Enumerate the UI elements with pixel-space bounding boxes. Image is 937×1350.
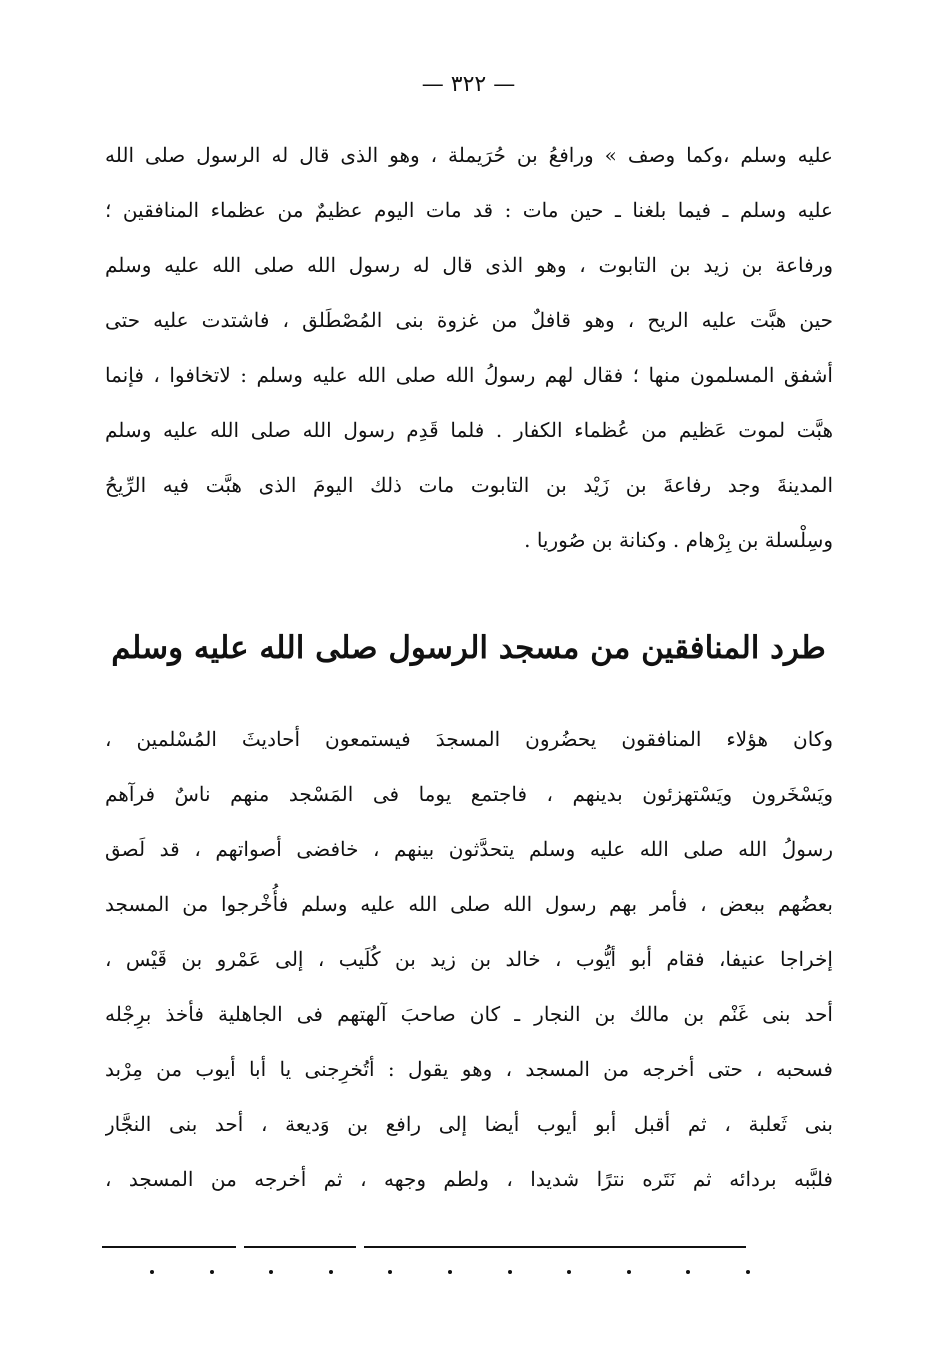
text-line: ورفاعة بن زيد بن التابوت ، وهو الذى قال له رسول الله صلى الله عليه وسلم: [105, 253, 833, 277]
text-line: حين هبَّت عليه الريح ، وهو قافلٌ من غزوة بنى المُصْطَلق ، فاشتدت عليه حتى: [105, 308, 833, 332]
text-line: عليه وسلم ،وكما وصف » ورافعُ بن حُرَيملة ، وهو الذى قال له الرسول صلى الله: [105, 143, 833, 167]
footer-rule: [364, 1246, 746, 1248]
text-line: فلبَّبه بردائه ثم نَتَره نترًا شديدا ، ولطم وجهه ، ثم أخرجه من المسجد ،: [105, 1167, 833, 1191]
text-line: بنى ثَعلبة ، ثم أقبل أبو أيوب أيضا إلى رافع بن وَديعة ، أحد بنى النجَّار: [105, 1112, 833, 1136]
dot: [508, 1270, 512, 1274]
dot: [627, 1270, 631, 1274]
text-line: المدينةَ وجد رفاعةَ بن زَيْد بن التابوت مات ذلك اليومَ الذى هبَّت فيه الرِّيحُ: [105, 473, 833, 497]
text-line: وكان هؤلاء المنافقون يحضُرون المسجدَ فيستمعون أحاديثَ المُسْلمين ،: [105, 727, 833, 751]
text-line: أشفق المسلمون منها ؛ فقال لهم رسولُ الله صلى الله عليه وسلم : لاتخافوا ، فإنما: [105, 363, 833, 387]
paragraph-1: [105, 128, 833, 568]
text-line: هبَّت لموت عَظيم من عُظماء الكفار . فلما قَدِم رسول الله صلى الله عليه وسلم: [105, 418, 833, 442]
footer-rule: [244, 1246, 356, 1248]
dot: [329, 1270, 333, 1274]
dot: [448, 1270, 452, 1274]
text-line: ويَسْخَرون ويَسْتهزئون بدينهم ، فاجتمع يوما فى المَسْجد منهم ناسٌ فرآهم: [105, 782, 833, 806]
page-number: — ٣٢٢ —: [421, 72, 516, 97]
dot: [388, 1270, 392, 1274]
text-line: رسولُ الله صلى الله عليه وسلم يتحدَّثون بينهم ، خافضى أصواتهم ، قد لَصق: [105, 837, 833, 861]
text-line: وسِلْسلة بن بِرْهام . وكنانة بن صُوريا .: [524, 528, 833, 552]
paragraph-2: [105, 712, 833, 1207]
text-line: أحد بنى غَنْم بن مالك بن النجار ـ كان صاحبَ آلهتهم فى الجاهلية فأخذ برِجْله: [105, 1002, 833, 1026]
text-line: إخراجا عنيفا، فقام أبو أيُّوب ، خالد بن زيد بن كُلَيب ، إلى عَمْرو بن قَيْس ،: [105, 947, 833, 971]
dot: [567, 1270, 571, 1274]
footer-dots: [150, 1270, 750, 1274]
text-line: فسحبه ، حتى أخرجه من المسجد ، وهو يقول : أتُخرِجنى يا أبا أيوب من مِرْبد: [105, 1057, 833, 1081]
dot: [686, 1270, 690, 1274]
footer-rule: [102, 1246, 236, 1248]
dot: [269, 1270, 273, 1274]
text-line: عليه وسلم ـ فيما بلغنا ـ حين مات : قد مات اليوم عظيمٌ من عظماء المنافقين ؛: [105, 198, 833, 222]
section-heading: طرد المنافقين من مسجد الرسول صلى الله عليه وسلم: [111, 630, 826, 666]
text-line: بعضُهم ببعض ، فأمر بهم رسول الله صلى الله عليه وسلم فأُخْرجوا من المسجد: [105, 892, 833, 916]
dot: [210, 1270, 214, 1274]
dot: [746, 1270, 750, 1274]
dot: [150, 1270, 154, 1274]
